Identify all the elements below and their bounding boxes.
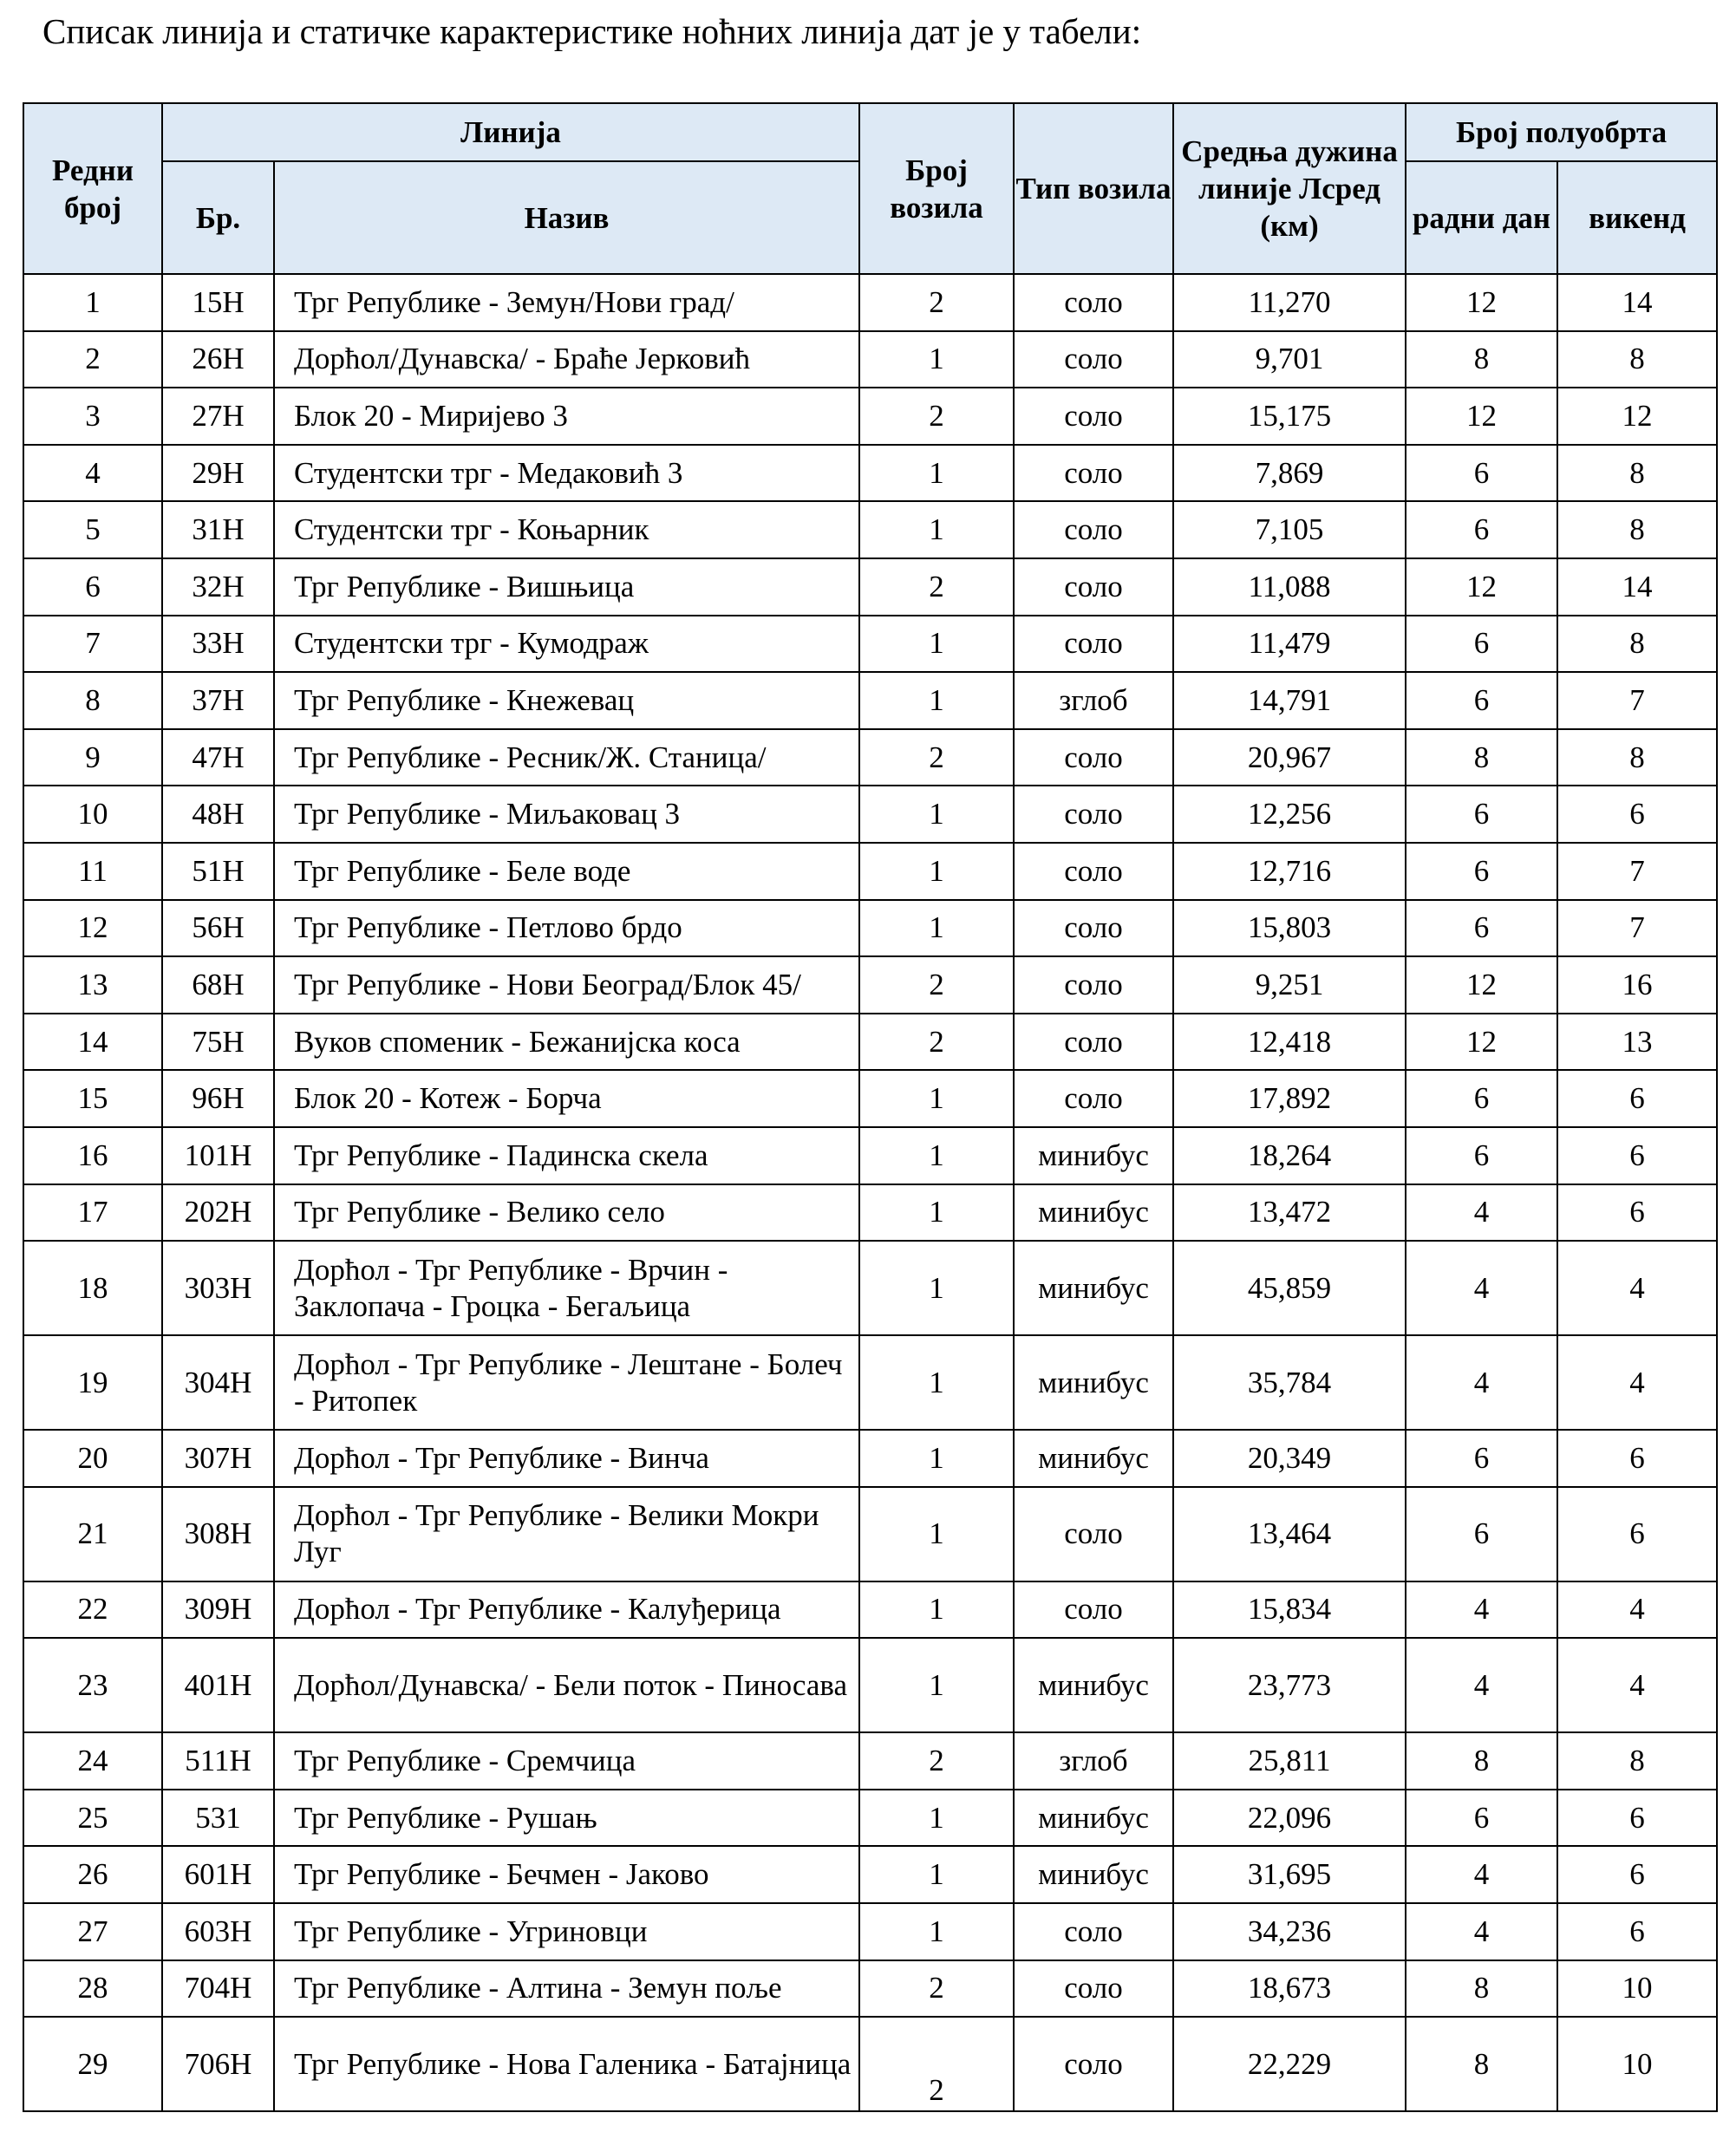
row-number-cell: 21 <box>23 1487 162 1581</box>
line-name-cell: Блок 20 - Котеж - Борча <box>274 1070 859 1127</box>
line-length-cell: 11,479 <box>1173 616 1406 673</box>
weekend-trips-cell: 6 <box>1557 1430 1717 1487</box>
vehicle-type-cell: соло <box>1014 388 1173 445</box>
line-number-cell: 33Н <box>162 616 274 673</box>
workday-trips-cell: 6 <box>1406 1430 1557 1487</box>
header-linija: Линија <box>162 103 859 161</box>
line-number-cell: 37Н <box>162 672 274 729</box>
vehicle-type-cell: соло <box>1014 1014 1173 1071</box>
table-row <box>23 786 1717 843</box>
table-row <box>23 1581 1717 1639</box>
table-row <box>23 1184 1717 1242</box>
vehicle-count-cell: 1 <box>859 1846 1014 1903</box>
line-length-cell: 12,418 <box>1173 1014 1406 1071</box>
table-row <box>23 2017 1717 2111</box>
line-length-cell: 15,834 <box>1173 1581 1406 1639</box>
vehicle-count-cell: 1 <box>859 445 1014 502</box>
row-number-cell: 19 <box>23 1335 162 1430</box>
line-number-cell: 202Н <box>162 1184 274 1242</box>
line-number-cell: 27Н <box>162 388 274 445</box>
vehicle-count-cell: 2 <box>859 274 1014 331</box>
table-row <box>23 672 1717 729</box>
vehicle-count-cell: 2 <box>859 1732 1014 1790</box>
line-length-cell: 15,803 <box>1173 900 1406 957</box>
line-number-cell: 308Н <box>162 1487 274 1581</box>
row-number-cell: 25 <box>23 1790 162 1847</box>
vehicle-count-cell: 1 <box>859 501 1014 558</box>
table-row <box>23 900 1717 957</box>
vehicle-count-cell: 1 <box>859 1487 1014 1581</box>
weekend-trips-cell: 4 <box>1557 1241 1717 1335</box>
vehicle-count-cell: 1 <box>859 672 1014 729</box>
vehicle-type-cell: соло <box>1014 558 1173 616</box>
table-row <box>23 1430 1717 1487</box>
weekend-trips-cell: 6 <box>1557 786 1717 843</box>
line-length-cell: 20,967 <box>1173 729 1406 786</box>
vehicle-count-cell: 2 <box>859 388 1014 445</box>
vehicle-count-cell: 1 <box>859 1581 1014 1639</box>
weekend-trips-cell: 7 <box>1557 843 1717 900</box>
line-name-cell: Студентски трг - Медаковић 3 <box>274 445 859 502</box>
workday-trips-cell: 8 <box>1406 331 1557 388</box>
row-number-cell: 11 <box>23 843 162 900</box>
table-row <box>23 1487 1717 1581</box>
table-row <box>23 558 1717 616</box>
row-number-cell: 9 <box>23 729 162 786</box>
header-br: Бр. <box>162 161 274 274</box>
workday-trips-cell: 8 <box>1406 729 1557 786</box>
workday-trips-cell: 6 <box>1406 1790 1557 1847</box>
vehicle-type-cell: соло <box>1014 956 1173 1014</box>
vehicle-type-cell: минибус <box>1014 1241 1173 1335</box>
weekend-trips-cell: 13 <box>1557 1014 1717 1071</box>
line-length-cell: 31,695 <box>1173 1846 1406 1903</box>
vehicle-type-cell: зглоб <box>1014 672 1173 729</box>
line-number-cell: 601Н <box>162 1846 274 1903</box>
workday-trips-cell: 4 <box>1406 1903 1557 1960</box>
line-number-cell: 101Н <box>162 1127 274 1184</box>
weekend-trips-cell: 6 <box>1557 1127 1717 1184</box>
vehicle-type-cell: соло <box>1014 1487 1173 1581</box>
vehicle-type-cell: соло <box>1014 1070 1173 1127</box>
line-length-cell: 25,811 <box>1173 1732 1406 1790</box>
line-length-cell: 18,264 <box>1173 1127 1406 1184</box>
table-row <box>23 1960 1717 2018</box>
workday-trips-cell: 4 <box>1406 1335 1557 1430</box>
row-number-cell: 7 <box>23 616 162 673</box>
weekend-trips-cell: 8 <box>1557 331 1717 388</box>
table-row <box>23 1335 1717 1430</box>
workday-trips-cell: 6 <box>1406 1070 1557 1127</box>
line-number-cell: 303Н <box>162 1241 274 1335</box>
workday-trips-cell: 8 <box>1406 1960 1557 2018</box>
line-length-cell: 18,673 <box>1173 1960 1406 2018</box>
vehicle-type-cell: зглоб <box>1014 1732 1173 1790</box>
row-number-cell: 28 <box>23 1960 162 2018</box>
line-number-cell: 603Н <box>162 1903 274 1960</box>
row-number-cell: 5 <box>23 501 162 558</box>
line-name-cell: Трг Републике - Вишњица <box>274 558 859 616</box>
weekend-trips-cell: 8 <box>1557 501 1717 558</box>
line-name-cell: Дорћол - Трг Републике - Калуђерица <box>274 1581 859 1639</box>
line-name-cell: Трг Републике - Падинска скела <box>274 1127 859 1184</box>
line-number-cell: 511Н <box>162 1732 274 1790</box>
vehicle-type-cell: минибус <box>1014 1335 1173 1430</box>
weekend-trips-cell: 6 <box>1557 1184 1717 1242</box>
weekend-trips-cell: 10 <box>1557 1960 1717 2018</box>
weekend-trips-cell: 6 <box>1557 1070 1717 1127</box>
vehicle-type-cell: минибус <box>1014 1127 1173 1184</box>
vehicle-type-cell: соло <box>1014 2017 1173 2111</box>
table-row <box>23 1790 1717 1847</box>
row-number-cell: 14 <box>23 1014 162 1071</box>
vehicle-count-cell: 1 <box>859 1903 1014 1960</box>
vehicle-type-cell: соло <box>1014 843 1173 900</box>
line-name-cell: Трг Републике - Кнежевац <box>274 672 859 729</box>
row-number-cell: 24 <box>23 1732 162 1790</box>
table-row <box>23 729 1717 786</box>
line-name-cell: Блок 20 - Миријево 3 <box>274 388 859 445</box>
line-number-cell: 704Н <box>162 1960 274 2018</box>
workday-trips-cell: 6 <box>1406 1127 1557 1184</box>
workday-trips-cell: 6 <box>1406 786 1557 843</box>
header-rb: Редни број <box>23 103 162 274</box>
vehicle-type-cell: соло <box>1014 331 1173 388</box>
row-number-cell: 4 <box>23 445 162 502</box>
line-length-cell: 9,251 <box>1173 956 1406 1014</box>
weekend-trips-cell: 7 <box>1557 672 1717 729</box>
row-number-cell: 20 <box>23 1430 162 1487</box>
line-name-cell: Дорћол - Трг Републике - Винча <box>274 1430 859 1487</box>
vehicle-type-cell: соло <box>1014 786 1173 843</box>
vehicle-type-cell: соло <box>1014 900 1173 957</box>
line-number-cell: 309Н <box>162 1581 274 1639</box>
row-number-cell: 8 <box>23 672 162 729</box>
weekend-trips-cell: 16 <box>1557 956 1717 1014</box>
vehicle-count-cell: 1 <box>859 786 1014 843</box>
line-number-cell: 29Н <box>162 445 274 502</box>
header-naziv: Назив <box>274 161 859 274</box>
header-broj-vozila: Број возила <box>859 103 1014 274</box>
vehicle-type-cell: соло <box>1014 274 1173 331</box>
vehicle-count-cell: 1 <box>859 1335 1014 1430</box>
line-name-cell: Дорћол - Трг Републике - Врчин - Заклопача - Гроцка - Бегаљица <box>274 1241 859 1335</box>
vehicle-count-cell: 1 <box>859 616 1014 673</box>
line-name-cell: Трг Републике - Беле воде <box>274 843 859 900</box>
table-row <box>23 1846 1717 1903</box>
line-name-cell: Трг Републике - Велико село <box>274 1184 859 1242</box>
row-number-cell: 17 <box>23 1184 162 1242</box>
line-length-cell: 14,791 <box>1173 672 1406 729</box>
vehicle-count-cell: 1 <box>859 1070 1014 1127</box>
weekend-trips-cell: 6 <box>1557 1846 1717 1903</box>
vehicle-type-cell: минибус <box>1014 1638 1173 1732</box>
line-name-cell: Трг Републике - Петлово брдо <box>274 900 859 957</box>
weekend-trips-cell: 14 <box>1557 274 1717 331</box>
workday-trips-cell: 8 <box>1406 2017 1557 2111</box>
row-number-cell: 16 <box>23 1127 162 1184</box>
line-length-cell: 15,175 <box>1173 388 1406 445</box>
line-name-cell: Трг Републике - Алтина - Земун поље <box>274 1960 859 2018</box>
row-number-cell: 13 <box>23 956 162 1014</box>
weekend-trips-cell: 14 <box>1557 558 1717 616</box>
table-row <box>23 501 1717 558</box>
table-row <box>23 1241 1717 1335</box>
line-number-cell: 47Н <box>162 729 274 786</box>
line-number-cell: 51Н <box>162 843 274 900</box>
workday-trips-cell: 4 <box>1406 1581 1557 1639</box>
vehicle-type-cell: минибус <box>1014 1790 1173 1847</box>
vehicle-count-cell: 2 <box>859 1960 1014 2018</box>
vehicle-type-cell: соло <box>1014 1903 1173 1960</box>
line-name-cell: Дорћол/Дунавска/ - Браће Јерковић <box>274 331 859 388</box>
vehicle-count-cell: 2 <box>859 1014 1014 1071</box>
line-length-cell: 13,472 <box>1173 1184 1406 1242</box>
line-name-cell: Дорћол - Трг Републике - Лештане - Болеч - Ритопек <box>274 1335 859 1430</box>
line-number-cell: 706Н <box>162 2017 274 2111</box>
table-header <box>23 103 1717 274</box>
weekend-trips-cell: 4 <box>1557 1638 1717 1732</box>
vehicle-count-cell: 2 <box>859 729 1014 786</box>
row-number-cell: 3 <box>23 388 162 445</box>
weekend-trips-cell: 8 <box>1557 616 1717 673</box>
table-row <box>23 1732 1717 1790</box>
line-name-cell: Студентски трг - Кумодраж <box>274 616 859 673</box>
row-number-cell: 15 <box>23 1070 162 1127</box>
workday-trips-cell: 6 <box>1406 1487 1557 1581</box>
weekend-trips-cell: 4 <box>1557 1335 1717 1430</box>
vehicle-count-cell: 1 <box>859 331 1014 388</box>
vehicle-count-cell: 1 <box>859 1430 1014 1487</box>
line-name-cell: Студентски трг - Коњарник <box>274 501 859 558</box>
table-row <box>23 1127 1717 1184</box>
table-body <box>23 274 1717 2111</box>
table-row <box>23 1014 1717 1071</box>
line-number-cell: 26Н <box>162 331 274 388</box>
workday-trips-cell: 12 <box>1406 274 1557 331</box>
night-lines-table <box>23 102 1718 2112</box>
weekend-trips-cell: 12 <box>1557 388 1717 445</box>
weekend-trips-cell: 8 <box>1557 729 1717 786</box>
vehicle-type-cell: соло <box>1014 729 1173 786</box>
line-length-cell: 13,464 <box>1173 1487 1406 1581</box>
row-number-cell: 27 <box>23 1903 162 1960</box>
table-row <box>23 1638 1717 1732</box>
weekend-trips-cell: 8 <box>1557 445 1717 502</box>
vehicle-count-cell: 1 <box>859 1638 1014 1732</box>
line-number-cell: 32Н <box>162 558 274 616</box>
vehicle-type-cell: соло <box>1014 501 1173 558</box>
vehicle-type-cell: соло <box>1014 616 1173 673</box>
header-srednja-duzina: Средња дужина линије Лсред (км) <box>1173 103 1406 274</box>
workday-trips-cell: 4 <box>1406 1638 1557 1732</box>
row-number-cell: 1 <box>23 274 162 331</box>
line-number-cell: 401Н <box>162 1638 274 1732</box>
line-length-cell: 9,701 <box>1173 331 1406 388</box>
table-row <box>23 616 1717 673</box>
workday-trips-cell: 4 <box>1406 1184 1557 1242</box>
line-name-cell: Трг Републике - Ресник/Ж. Станица/ <box>274 729 859 786</box>
line-name-cell: Трг Републике - Нова Галеника - Батајница <box>274 2017 859 2111</box>
vehicle-type-cell: минибус <box>1014 1430 1173 1487</box>
row-number-cell: 10 <box>23 786 162 843</box>
workday-trips-cell: 12 <box>1406 1014 1557 1071</box>
line-length-cell: 7,105 <box>1173 501 1406 558</box>
line-number-cell: 56Н <box>162 900 274 957</box>
vehicle-count-cell: 2 <box>859 558 1014 616</box>
line-length-cell: 34,236 <box>1173 1903 1406 1960</box>
workday-trips-cell: 6 <box>1406 501 1557 558</box>
workday-trips-cell: 8 <box>1406 1732 1557 1790</box>
row-number-cell: 26 <box>23 1846 162 1903</box>
vehicle-count-cell: 1 <box>859 1127 1014 1184</box>
line-number-cell: 15Н <box>162 274 274 331</box>
line-length-cell: 11,270 <box>1173 274 1406 331</box>
row-number-cell: 22 <box>23 1581 162 1639</box>
vehicle-count-cell: 1 <box>859 1790 1014 1847</box>
intro-text: Списак линија и статичке карактеристике ноћних линија дат је у табели: <box>42 11 1142 51</box>
vehicle-count-cell: 2 <box>859 2017 1014 2111</box>
table-row <box>23 331 1717 388</box>
line-number-cell: 96Н <box>162 1070 274 1127</box>
line-length-cell: 45,859 <box>1173 1241 1406 1335</box>
line-name-cell: Трг Републике - Бечмен - Јаково <box>274 1846 859 1903</box>
line-length-cell: 23,773 <box>1173 1638 1406 1732</box>
weekend-trips-cell: 10 <box>1557 2017 1717 2111</box>
line-number-cell: 31Н <box>162 501 274 558</box>
line-name-cell: Трг Републике - Угриновци <box>274 1903 859 1960</box>
line-length-cell: 12,256 <box>1173 786 1406 843</box>
workday-trips-cell: 6 <box>1406 843 1557 900</box>
line-number-cell: 307Н <box>162 1430 274 1487</box>
line-name-cell: Дорћол/Дунавска/ - Бели поток - Пиносава <box>274 1638 859 1732</box>
line-name-cell: Трг Републике - Сремчица <box>274 1732 859 1790</box>
workday-trips-cell: 6 <box>1406 900 1557 957</box>
header-broj-poluobrta: Број полуобрта <box>1406 103 1717 161</box>
workday-trips-cell: 12 <box>1406 558 1557 616</box>
row-number-cell: 2 <box>23 331 162 388</box>
workday-trips-cell: 6 <box>1406 616 1557 673</box>
row-number-cell: 12 <box>23 900 162 957</box>
line-length-cell: 20,349 <box>1173 1430 1406 1487</box>
table-row <box>23 388 1717 445</box>
table-row <box>23 1070 1717 1127</box>
row-number-cell: 29 <box>23 2017 162 2111</box>
line-length-cell: 22,229 <box>1173 2017 1406 2111</box>
line-length-cell: 17,892 <box>1173 1070 1406 1127</box>
line-number-cell: 48Н <box>162 786 274 843</box>
weekend-trips-cell: 8 <box>1557 1732 1717 1790</box>
line-number-cell: 531 <box>162 1790 274 1847</box>
vehicle-count-cell: 1 <box>859 1184 1014 1242</box>
table-row <box>23 445 1717 502</box>
line-name-cell: Дорћол - Трг Републике - Велики Мокри Луг <box>274 1487 859 1581</box>
line-length-cell: 7,869 <box>1173 445 1406 502</box>
weekend-trips-cell: 6 <box>1557 1790 1717 1847</box>
line-number-cell: 68Н <box>162 956 274 1014</box>
vehicle-count-cell: 1 <box>859 843 1014 900</box>
header-vikend: викенд <box>1557 161 1717 274</box>
workday-trips-cell: 4 <box>1406 1846 1557 1903</box>
table-row <box>23 843 1717 900</box>
table-row <box>23 1903 1717 1960</box>
workday-trips-cell: 12 <box>1406 388 1557 445</box>
weekend-trips-cell: 6 <box>1557 1487 1717 1581</box>
header-radni-dan: радни дан <box>1406 161 1557 274</box>
row-number-cell: 23 <box>23 1638 162 1732</box>
line-name-cell: Вуков споменик - Бежанијска коса <box>274 1014 859 1071</box>
workday-trips-cell: 12 <box>1406 956 1557 1014</box>
weekend-trips-cell: 4 <box>1557 1581 1717 1639</box>
vehicle-type-cell: минибус <box>1014 1846 1173 1903</box>
line-length-cell: 22,096 <box>1173 1790 1406 1847</box>
weekend-trips-cell: 7 <box>1557 900 1717 957</box>
line-length-cell: 12,716 <box>1173 843 1406 900</box>
vehicle-type-cell: соло <box>1014 1960 1173 2018</box>
line-length-cell: 35,784 <box>1173 1335 1406 1430</box>
vehicle-count-cell: 1 <box>859 1241 1014 1335</box>
vehicle-type-cell: соло <box>1014 1581 1173 1639</box>
workday-trips-cell: 4 <box>1406 1241 1557 1335</box>
line-name-cell: Трг Републике - Рушањ <box>274 1790 859 1847</box>
workday-trips-cell: 6 <box>1406 672 1557 729</box>
vehicle-count-cell: 1 <box>859 900 1014 957</box>
vehicle-type-cell: минибус <box>1014 1184 1173 1242</box>
table-row <box>23 274 1717 331</box>
line-name-cell: Трг Републике - Земун/Нови град/ <box>274 274 859 331</box>
table-row <box>23 956 1717 1014</box>
line-number-cell: 304Н <box>162 1335 274 1430</box>
workday-trips-cell: 6 <box>1406 445 1557 502</box>
row-number-cell: 6 <box>23 558 162 616</box>
row-number-cell: 18 <box>23 1241 162 1335</box>
line-name-cell: Трг Републике - Миљаковац 3 <box>274 786 859 843</box>
vehicle-type-cell: соло <box>1014 445 1173 502</box>
line-length-cell: 11,088 <box>1173 558 1406 616</box>
line-name-cell: Трг Републике - Нови Београд/Блок 45/ <box>274 956 859 1014</box>
header-tip-vozila: Тип возила <box>1014 103 1173 274</box>
vehicle-count-cell: 2 <box>859 956 1014 1014</box>
line-number-cell: 75Н <box>162 1014 274 1071</box>
weekend-trips-cell: 6 <box>1557 1903 1717 1960</box>
